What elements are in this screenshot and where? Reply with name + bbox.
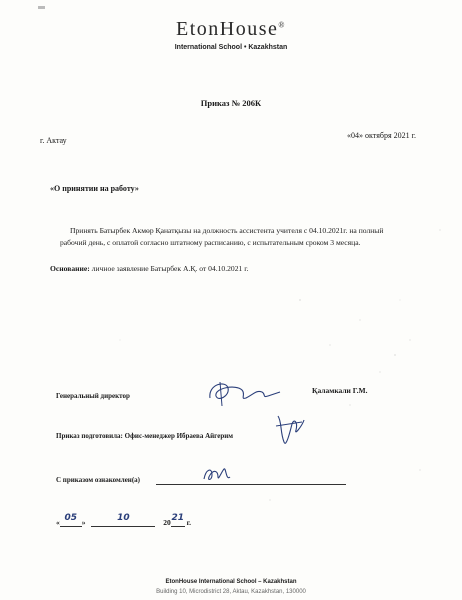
acknowledgement-label: С приказом ознакомлен(а) — [56, 476, 140, 484]
footer-school: EtonHouse International School – Kazakhstan — [165, 579, 297, 585]
basis-label: Основание: — [50, 264, 90, 273]
date-close-quote: » — [81, 518, 86, 527]
date-month: 10 — [117, 513, 130, 523]
brand-subtitle: International School • Kazakhstan — [174, 44, 288, 51]
prepared-label: Приказ подготовила: — [56, 432, 123, 440]
footer-address: Building 10, Microdistrict 28, Aktau, Kazakhstan, 130000 — [156, 589, 306, 595]
director-label: Генеральный директор — [56, 392, 130, 400]
order-body-line-1: Принять Батырбек Акмөр Қанатқызы на должность ассистента учителя с 04.10.2021г. на полный — [70, 226, 384, 235]
order-city: г. Актау — [40, 136, 67, 145]
basis-text: личное заявление Батырбек А.Қ. от 04.10.2021 г. — [89, 264, 249, 273]
director-name: Қаламкали Г.М. — [312, 386, 368, 395]
date-year-suffix: 21 — [171, 513, 185, 523]
date-year-prefix: 20 — [163, 518, 171, 527]
date-open-quote: « — [56, 518, 60, 527]
order-subject: «О принятии на работу» — [50, 184, 139, 193]
date-day: 05 — [64, 513, 78, 523]
order-body-line-2: рабочий день, с оплатой согласно штатному расписанию, с испытательным сроком 3 месяца. — [60, 238, 361, 247]
brand-text: EtonHouse — [176, 18, 279, 40]
registered-mark: ® — [278, 20, 286, 30]
date-year-end: г. — [184, 518, 192, 527]
order-title: Приказ № 206К — [200, 98, 262, 108]
prepared-text: Офис-менеджер Ибраева Айгерим — [122, 432, 234, 440]
order-date: «04» октября 2021 г. — [347, 131, 416, 140]
